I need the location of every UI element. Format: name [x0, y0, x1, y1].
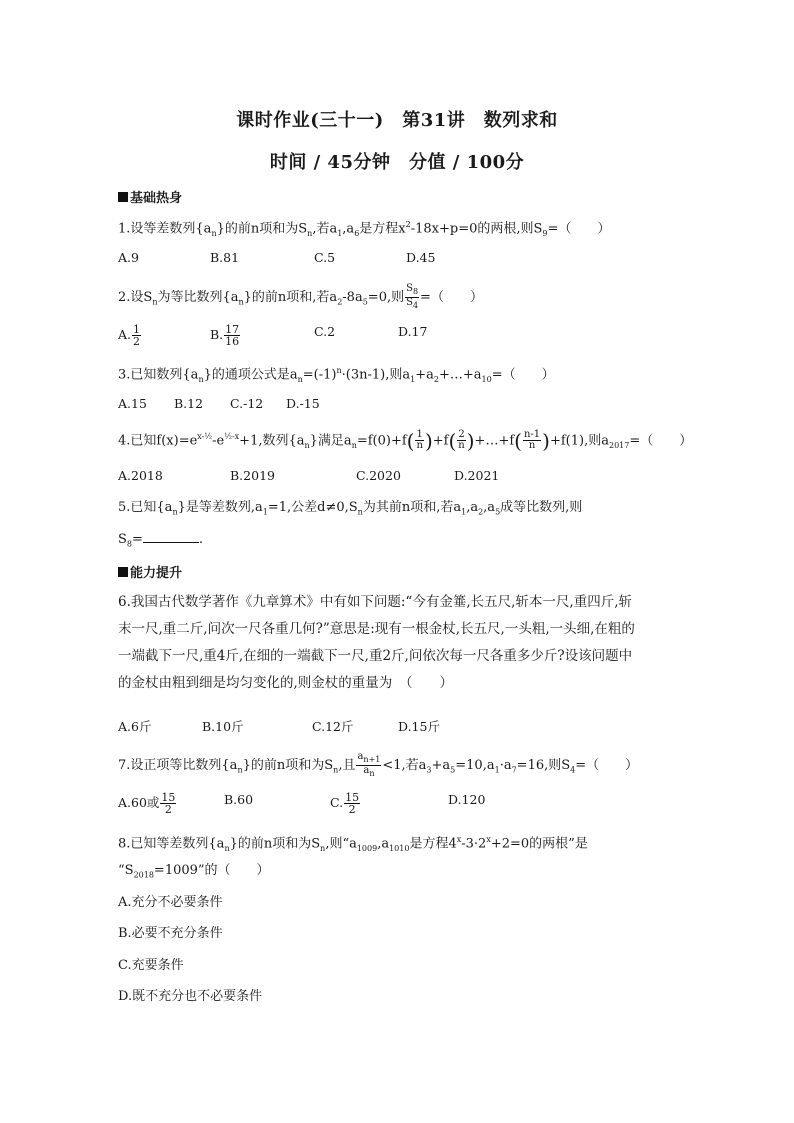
- question-2: 2.设$S_n$为等比数列$\{a_n\}$的前n项和,若$a_2-8a_5=0$,则 $\frac{S_8}{S_4}$ =（ ）: [118, 283, 483, 310]
- option-c: C.2020: [356, 468, 401, 483]
- question-8-line-2: “$S_{2018}=1009$”的（ ）: [118, 863, 270, 880]
- square-bullet-icon: [118, 192, 128, 202]
- question-5-answer-line: $S_8=$ .: [118, 532, 204, 549]
- option-d: D.2021: [454, 468, 500, 483]
- section-advanced-label: 能力提升: [130, 566, 183, 581]
- question-6-line: 6.我国古代数学著作《九章算术》中有如下问题:“今有金箠,长五尺,斩本一尺,重四斤,斩: [118, 594, 632, 610]
- option-b: B.2019: [230, 468, 275, 483]
- question-6-line: 的金杖由粗到细是均匀变化的,则金杖的重量为 （ ）: [118, 675, 454, 691]
- question-3: 3.已知数列$\{a_n\}$的通项公式是$a_n=(-1)^n\cdot(3n-1)$,则$a_1+a_2+\dots+a_{10}=$（ ）: [118, 366, 555, 384]
- option-c: C.12斤: [312, 719, 354, 734]
- option-d: D.45: [406, 250, 436, 265]
- option-d: D.既不充分也不必要条件: [118, 989, 263, 1004]
- question-6: [118, 589, 658, 697]
- option-a: A.2018: [118, 468, 163, 483]
- option-c: C. $\frac{15}{2}$: [330, 791, 360, 816]
- question-1: 1.设等差数列$\{a_n\}$的前n项和为$S_n$,若$a_1,a_6$是方程$x^2-18x+p=0$的两根,则$S_9=$（ ）: [118, 220, 611, 238]
- question-8: 8.已知等差数列$\{a_n\}$的前n项和为$S_n$,则“$a_{1009},a_{1010}$是方程$4^x-3\cdot 2^x+2=0$的两根”是: [118, 835, 588, 853]
- option-b: B.60: [224, 792, 254, 807]
- option-d: D.17: [398, 324, 428, 339]
- option-a: A.15: [118, 396, 147, 411]
- option-b: B.10斤: [202, 719, 244, 734]
- option-a: A.6斤: [118, 719, 152, 734]
- option-b: B. $\frac{17}{16}$: [210, 323, 240, 348]
- option-d: D.-15: [286, 396, 320, 411]
- option-a: A. $\frac{1}{2}$: [118, 323, 141, 348]
- option-b: B.12: [174, 396, 204, 411]
- option-c: C.2: [314, 324, 336, 339]
- square-bullet-icon: [118, 567, 128, 577]
- option-d: D.15斤: [398, 719, 440, 734]
- option-c: C.5: [314, 250, 336, 265]
- option-a: A.9: [118, 250, 139, 265]
- answer-blank[interactable]: [143, 530, 199, 543]
- page-subtitle: 时间 / 45分钟 分值 / 100分: [269, 152, 525, 173]
- option-c: C.-12: [230, 396, 264, 411]
- option-d: D.120: [448, 792, 486, 807]
- page-title: 课时作业(三十一) 第31讲 数列求和: [236, 110, 558, 131]
- option-b: B.必要不充分条件: [118, 926, 223, 941]
- option-b: B.81: [210, 250, 240, 265]
- option-a: A.60或 $\frac{15}{2}$: [118, 791, 176, 816]
- question-6-line: 末一尺,重二斤,问次一尺各重几何?”意思是:现有一根金杖,长五尺,一头粗,一头细,在粗的: [118, 621, 635, 637]
- question-5: 5.已知$\{a_n\}$是等差数列$,a_1=1$,公差$d\ne 0,S_n$为其前n项和,若$a_1,a_2,a_5$成等比数列,则: [118, 500, 583, 517]
- question-6-line: 一端截下一尺,重4斤,在细的一端截下一尺,重2斤,问依次每一尺各重多少斤?设该问题中: [118, 648, 633, 664]
- section-basic-label: 基础热身: [130, 191, 183, 206]
- section-advanced: [118, 562, 182, 581]
- section-basic: [118, 187, 182, 206]
- option-c: C.充要条件: [118, 958, 184, 973]
- question-4: 4.已知$f(x)=e^{x-\frac{1}{2}}-e^{\frac{1}{2}-x}+1$,数列$\{a_n\}$满足$a_n=f(0)+f$( $\frac{1}{n}$ )+f( $\frac{2}{n}$ )+…+f( $\frac{n-1}{n}$ )+f(1),则$a_{2017}=$（ ）: [118, 428, 693, 453]
- question-7: 7.设正项等比数列$\{a_n\}$的前n项和为$S_n$,且 $\frac{a_{n+1}}{a_n}$ <1,若$a_3+a_5=10,a_1\cdot a_7=16$,则$S_4=$（ ）: [118, 751, 639, 778]
- option-a: A.充分不必要条件: [118, 895, 223, 910]
